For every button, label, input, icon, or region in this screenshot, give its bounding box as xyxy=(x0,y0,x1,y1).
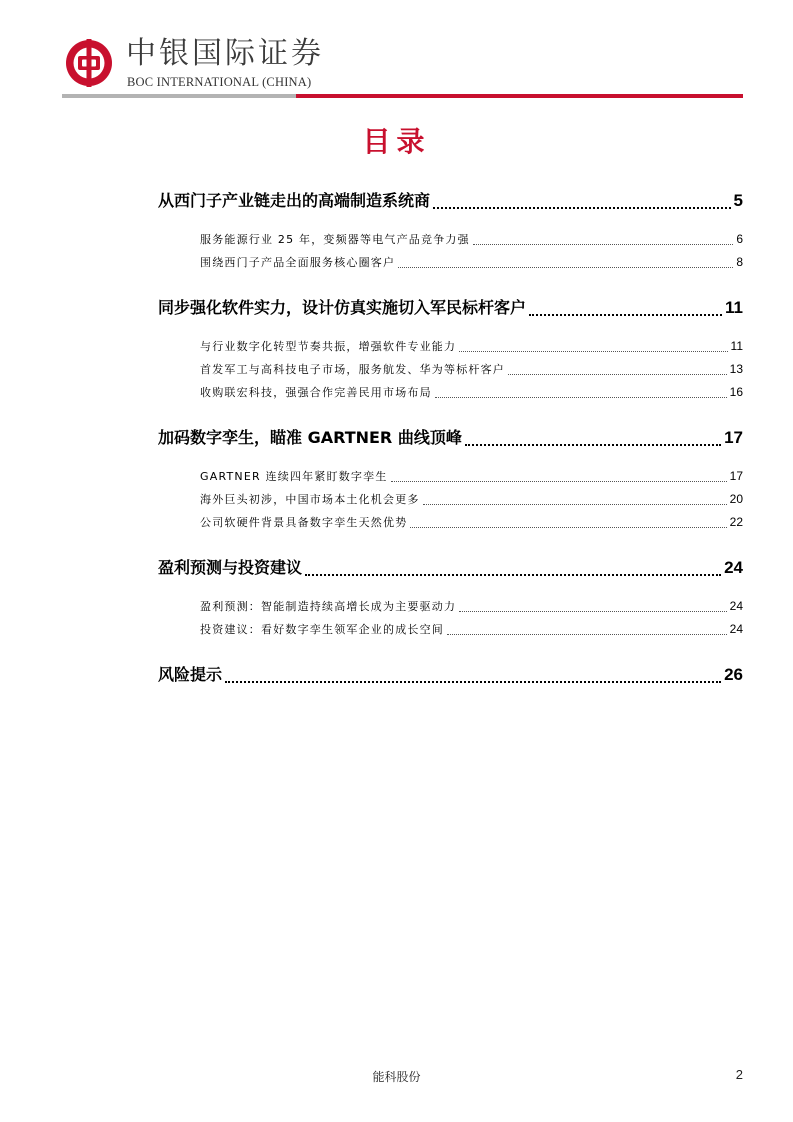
toc-section-page: 24 xyxy=(724,558,743,577)
dot-leader xyxy=(391,481,727,482)
brand-name-en: BOC INTERNATIONAL (CHINA) xyxy=(127,75,312,89)
toc-subsection[interactable] xyxy=(158,358,743,381)
dot-leader xyxy=(473,244,734,245)
dot-leader xyxy=(305,574,721,576)
toc-section-page: 17 xyxy=(724,428,743,447)
dot-leader xyxy=(410,527,726,528)
dot-leader xyxy=(423,504,727,505)
toc-subsection-label: 收购联宏科技，强强合作完善民用市场布局 xyxy=(200,386,432,399)
toc-subsection-label: 公司软硬件背景具备数字孪生天然优势 xyxy=(200,516,408,529)
toc-subsection-label: 盈利预测：智能制造持续高增长成为主要驱动力 xyxy=(200,600,457,613)
toc-subsection[interactable] xyxy=(158,488,743,511)
dot-leader xyxy=(447,634,727,635)
toc-subsection[interactable] xyxy=(158,228,743,251)
dot-leader xyxy=(225,681,721,683)
toc-section[interactable] xyxy=(158,293,743,323)
toc-subsection-page: 24 xyxy=(729,599,743,613)
toc-subsection-label: 与行业数字化转型节奏共振，增强软件专业能力 xyxy=(200,340,457,353)
toc-section-label: 从西门子产业链走出的高端制造系统商 xyxy=(158,191,431,210)
toc-subsection-page: 24 xyxy=(729,622,743,636)
toc-title: 目录 xyxy=(362,125,431,158)
toc-subsection-label: GARTNER 连续四年紧盯数字孪生 xyxy=(200,470,388,483)
dot-leader xyxy=(465,444,721,446)
brand-name-cn: 中银国际证券 xyxy=(126,36,324,71)
toc-subsection-page: 22 xyxy=(729,515,743,529)
toc-subsection[interactable] xyxy=(158,595,743,618)
footer-company: 能科股份 xyxy=(372,1070,421,1084)
toc-subsection-label: 服务能源行业 25 年，变频器等电气产品竞争力强 xyxy=(200,233,470,246)
header-divider-gray xyxy=(62,94,296,98)
toc-subsection[interactable] xyxy=(158,335,743,358)
dot-leader xyxy=(398,267,733,268)
toc-subsection-page: 11 xyxy=(730,339,743,353)
toc-subsection-page: 13 xyxy=(729,362,743,376)
toc-subsection-page: 17 xyxy=(729,469,743,483)
toc-section[interactable] xyxy=(158,186,743,216)
toc-section-label: 同步强化软件实力，设计仿真实施切入军民标杆客户 xyxy=(158,298,527,317)
toc-subsection[interactable] xyxy=(158,251,743,274)
toc-subsection[interactable] xyxy=(158,465,743,488)
toc-subsection-page: 20 xyxy=(729,492,743,506)
boc-logo-icon xyxy=(64,38,114,88)
dot-leader xyxy=(435,397,727,398)
toc-section-page: 26 xyxy=(724,665,743,684)
toc-section[interactable] xyxy=(158,423,743,453)
dot-leader xyxy=(508,374,727,375)
toc-subsection[interactable] xyxy=(158,511,743,534)
toc-section[interactable] xyxy=(158,660,743,690)
dot-leader xyxy=(529,314,722,316)
toc-subsection-page: 16 xyxy=(729,385,743,399)
toc-section-label: 盈利预测与投资建议 xyxy=(158,558,303,577)
dot-leader xyxy=(433,207,731,209)
toc-subsection-page: 6 xyxy=(736,232,743,246)
footer-page-number: 2 xyxy=(735,1067,743,1082)
dot-leader xyxy=(459,351,727,352)
toc-subsection-label: 首发军工与高科技电子市场，服务航发、华为等标杆客户 xyxy=(200,363,505,376)
toc-subsection[interactable] xyxy=(158,618,743,641)
toc-section-page: 5 xyxy=(733,191,743,210)
toc-subsection[interactable] xyxy=(158,381,743,404)
toc-section-page: 11 xyxy=(725,298,743,317)
report-header xyxy=(62,32,743,98)
toc-section-label: 风险提示 xyxy=(158,665,223,684)
table-of-contents xyxy=(158,186,743,690)
toc-section[interactable] xyxy=(158,553,743,583)
toc-subsection-label: 投资建议：看好数字孪生领军企业的成长空间 xyxy=(200,623,444,636)
toc-subsection-page: 8 xyxy=(736,255,743,269)
header-divider-red xyxy=(296,94,743,98)
dot-leader xyxy=(459,611,726,612)
toc-section-label: 加码数字孪生，瞄准 GARTNER 曲线顶峰 xyxy=(158,428,462,447)
toc-subsection-label: 海外巨头初涉，中国市场本土化机会更多 xyxy=(200,493,420,506)
toc-subsection-label: 围绕西门子产品全面服务核心圈客户 xyxy=(200,256,396,269)
